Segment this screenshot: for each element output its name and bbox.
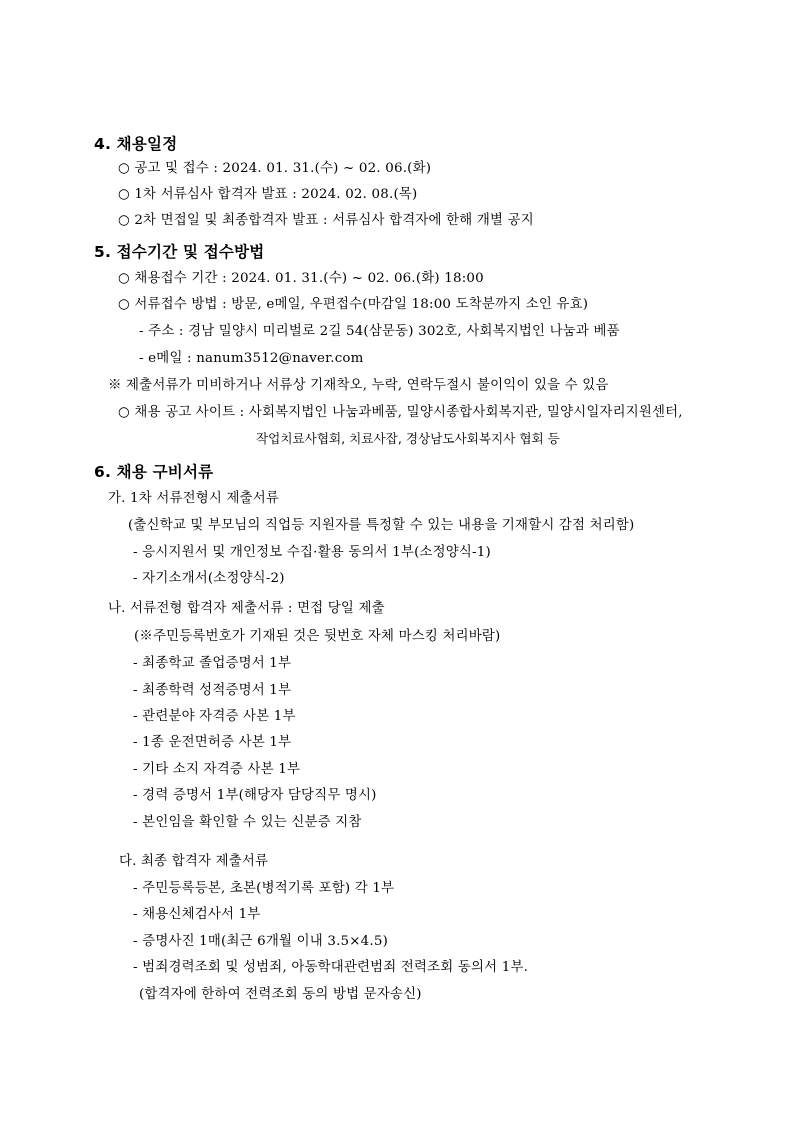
schedule-item-first-result: ○ 1차 서류심사 합격자 발표 : 2024. 02. 08.(목) (118, 187, 418, 202)
da-title: 다. 최종 합격자 제출서류 (119, 854, 269, 869)
schedule-item-announcement: ○ 공고 및 접수 : 2024. 01. 31.(수) ~ 02. 06.(화) (118, 161, 432, 176)
posting-sites-line-2: 작업치료사협회, 치료사잡, 경상남도사회복지사 협회 등 (256, 431, 560, 446)
application-method: ○ 서류접수 방법 : 방문, e메일, 우편접수(마감일 18:00 도착분까지 소인 유효) (118, 297, 589, 312)
posting-sites-line-1: ○ 채용 공고 사이트 : 사회복지법인 나눔과베품, 밀양시종합사회복지관, 밀양시일자리지원센터, (118, 405, 683, 420)
na-item-transcript: - 최종학력 성적증명서 1부 (133, 683, 292, 698)
ga-item-self-introduction: - 자기소개서(소정양식-2) (133, 571, 285, 586)
ga-item-application-form: - 응시지원서 및 개인정보 수집·활용 동의서 1부(소정양식-1) (133, 545, 491, 560)
application-email: - e메일 : nanum3512@naver.com (139, 351, 364, 366)
na-item-graduation-certificate: - 최종학교 졸업증명서 1부 (133, 656, 292, 671)
section-5-title: 5. 접수기간 및 접수방법 (94, 243, 265, 261)
application-period: ○ 채용접수 기간 : 2024. 01. 31.(수) ~ 02. 06.(화) 18:00 (118, 271, 484, 286)
na-note: (※주민등록번호가 기재된 것은 뒷번호 자체 마스킹 처리바람) (134, 629, 501, 644)
section-6-title: 6. 채용 구비서류 (94, 463, 214, 481)
application-address: - 주소 : 경남 밀양시 미리벌로 2길 54(삼문동) 302호, 사회복지법인 나눔과 베품 (139, 324, 620, 339)
da-note: (합격자에 한하여 전력조회 동의 방법 문자송신) (139, 987, 422, 1002)
na-item-career-certificate: - 경력 증명서 1부(해당자 담당직무 명시) (133, 788, 377, 803)
da-item-criminal-record-consent: - 범죄경력조회 및 성범죄, 아동학대관련범죄 전력조회 동의서 1부. (133, 960, 529, 975)
da-item-health-check: - 채용신체검사서 1부 (133, 907, 261, 922)
na-item-license-copy: - 관련분야 자격증 사본 1부 (133, 709, 296, 724)
ga-note: (출신학교 및 부모님의 직업등 지원자를 특정할 수 있는 내용을 기재할시 감점 처리함) (128, 518, 635, 533)
na-item-id-card: - 본인임을 확인할 수 있는 신분증 지참 (133, 815, 362, 830)
ga-title: 가. 1차 서류전형시 제출서류 (108, 491, 280, 506)
schedule-item-interview: ○ 2차 면접일 및 최종합격자 발표 : 서류심사 합격자에 한해 개별 공지 (118, 213, 534, 228)
submission-warning-note: ※ 제출서류가 미비하거나 서류상 기재착오, 누락, 연락두절시 불이익이 있을 수 있음 (108, 378, 609, 393)
na-title: 나. 서류전형 합격자 제출서류 : 면접 당일 제출 (108, 601, 385, 616)
section-4-title: 4. 채용일정 (94, 135, 178, 153)
da-item-photo: - 증명사진 1매(최근 6개월 이내 3.5×4.5) (133, 934, 388, 949)
na-item-driver-license: - 1종 운전면허증 사본 1부 (133, 735, 292, 750)
na-item-other-license: - 기타 소지 자격증 사본 1부 (133, 762, 301, 777)
da-item-resident-registration: - 주민등록등본, 초본(병적기록 포함) 각 1부 (133, 881, 395, 896)
